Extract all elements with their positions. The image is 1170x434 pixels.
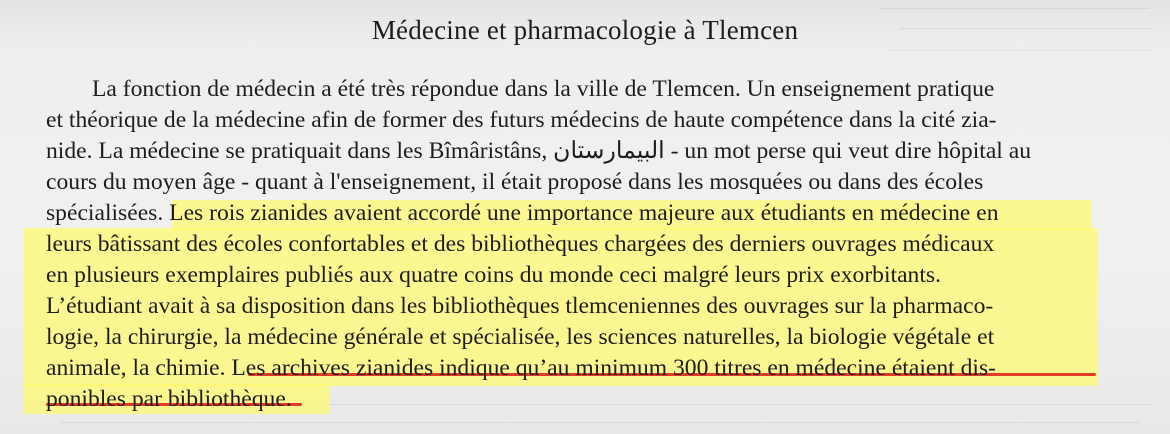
bleed-through-text: [880, 8, 1150, 9]
paragraph-line: ponibles par bibliothèque.: [46, 386, 292, 412]
bleed-through-text: [890, 50, 1150, 51]
paragraph-line: nide. La médecine se pratiquait dans les Bîmâristâns, البيمارستان - un mot perse qui veut dire hôpital au: [46, 138, 1032, 164]
page-title: Médecine et pharmacologie à Tlemcen: [371, 15, 799, 45]
paragraph-line: logie, la chirurgie, la médecine générale et spécialisée, les sciences naturelles, la biologie végétale et: [46, 324, 995, 350]
paragraph-line: leurs bâtissant des écoles confortables et des bibliothèques chargées des derniers ouvrages médicaux: [46, 231, 995, 257]
paragraph-line: cours du moyen âge - quant à l'enseignement, il était proposé dans les mosquées ou dans des écoles: [46, 169, 984, 195]
bleed-through-text: [60, 422, 1140, 423]
paragraph-line: animale, la chimie. Les archives zianides indique qu’au minimum 300 titres en médecine étaient dis-: [46, 355, 996, 381]
paragraph-line: en plusieurs exemplaires publiés aux quatre coins du monde ceci malgré leurs prix exorbitants.: [46, 262, 941, 288]
paragraph-line: L’étudiant avait à sa disposition dans les bibliothèques tlemceniennes des ouvrages sur la pharmaco-: [46, 293, 994, 319]
paragraph-line: La fonction de médecin a été très répondue dans la ville de Tlemcen. Un enseignement pratique: [92, 76, 995, 102]
paragraph-line: spécialisées. Les rois zianides avaient accordé une importance majeure aux étudiants en médecine en: [46, 200, 999, 226]
paragraph-line: et théorique de la médecine afin de former des futurs médecins de haute compétence dans la cité zia-: [46, 107, 997, 133]
